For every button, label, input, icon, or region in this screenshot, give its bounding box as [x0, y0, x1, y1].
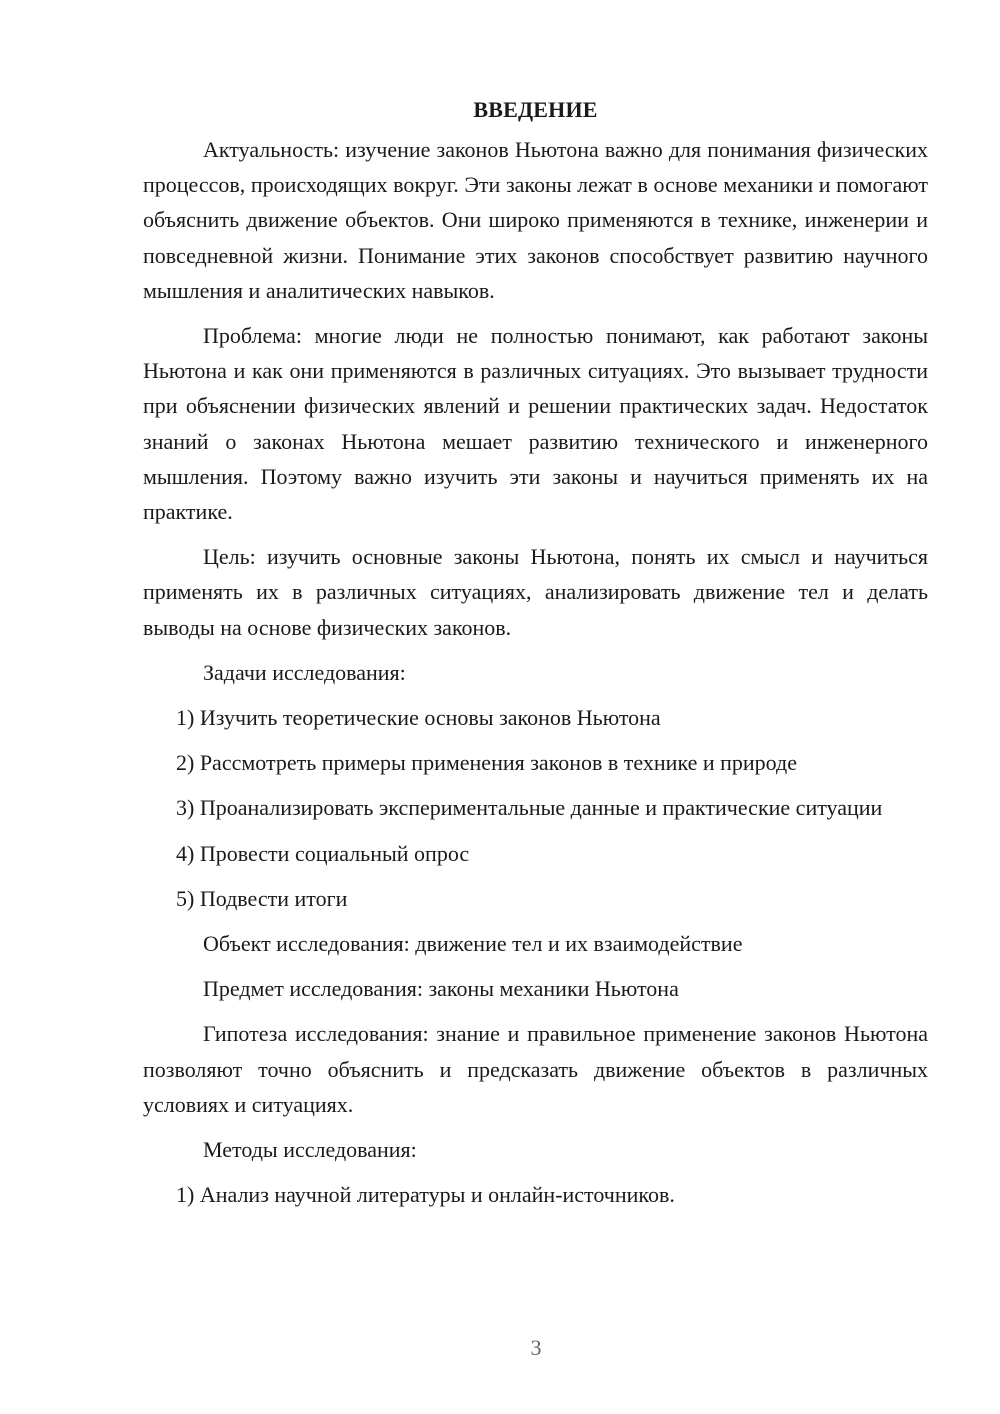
goal-paragraph: Цель: изучить основные законы Ньютона, понять их смысл и научиться применять их в различных ситуациях, анализировать движение тел и делать выводы на основе физических законов.: [143, 544, 928, 640]
task-item-1: 1) Изучить теоретические основы законов Ньютона: [176, 705, 661, 731]
research-object: Объект исследования: движение тел и их взаимодействие: [203, 931, 743, 957]
methods-heading: Методы исследования:: [203, 1137, 417, 1163]
task-item-2: 2) Рассмотреть примеры применения законов в технике и природе: [176, 750, 797, 776]
problem-paragraph: Проблема: многие люди не полностью понимают, как работают законы Ньютона и как они применяются в различных ситуациях. Это вызывает трудности при объяснении физических явлений и решении практических задач. Недостаток знаний о законах Ньютона мешает развитию технического и инженерного мышления. Поэтому важно изучить эти законы и научиться применять их на практике.: [143, 323, 928, 525]
tasks-heading: Задачи исследования:: [203, 659, 406, 685]
task-item-3: 3) Проанализировать экспериментальные данные и практические ситуации: [176, 795, 883, 821]
section-title: ВВЕДЕНИЕ: [473, 97, 598, 122]
task-item-5: 5) Подвести итоги: [176, 885, 348, 911]
document-page: [143, 92, 928, 1222]
relevance-paragraph: Актуальность: изучение законов Ньютона важно для понимания физических процессов, происходящих вокруг. Эти законы лежат в основе механики и помогают объяснить движение объектов. Они широко применяются в технике, инженерии и повседневной жизни. Понимание этих законов способствует развитию научного мышления и аналитических навыков.: [143, 137, 928, 303]
research-subject: Предмет исследования: законы механики Ньютона: [203, 976, 679, 1002]
hypothesis-paragraph: Гипотеза исследования: знание и правильное применение законов Ньютона позволяют точно объяснить и предсказать движение объектов в различных условиях и ситуациях.: [143, 1021, 928, 1117]
page-number: 3: [530, 1335, 542, 1360]
method-item-1: 1) Анализ научной литературы и онлайн-источников.: [176, 1182, 675, 1208]
task-item-4: 4) Провести социальный опрос: [176, 840, 470, 866]
